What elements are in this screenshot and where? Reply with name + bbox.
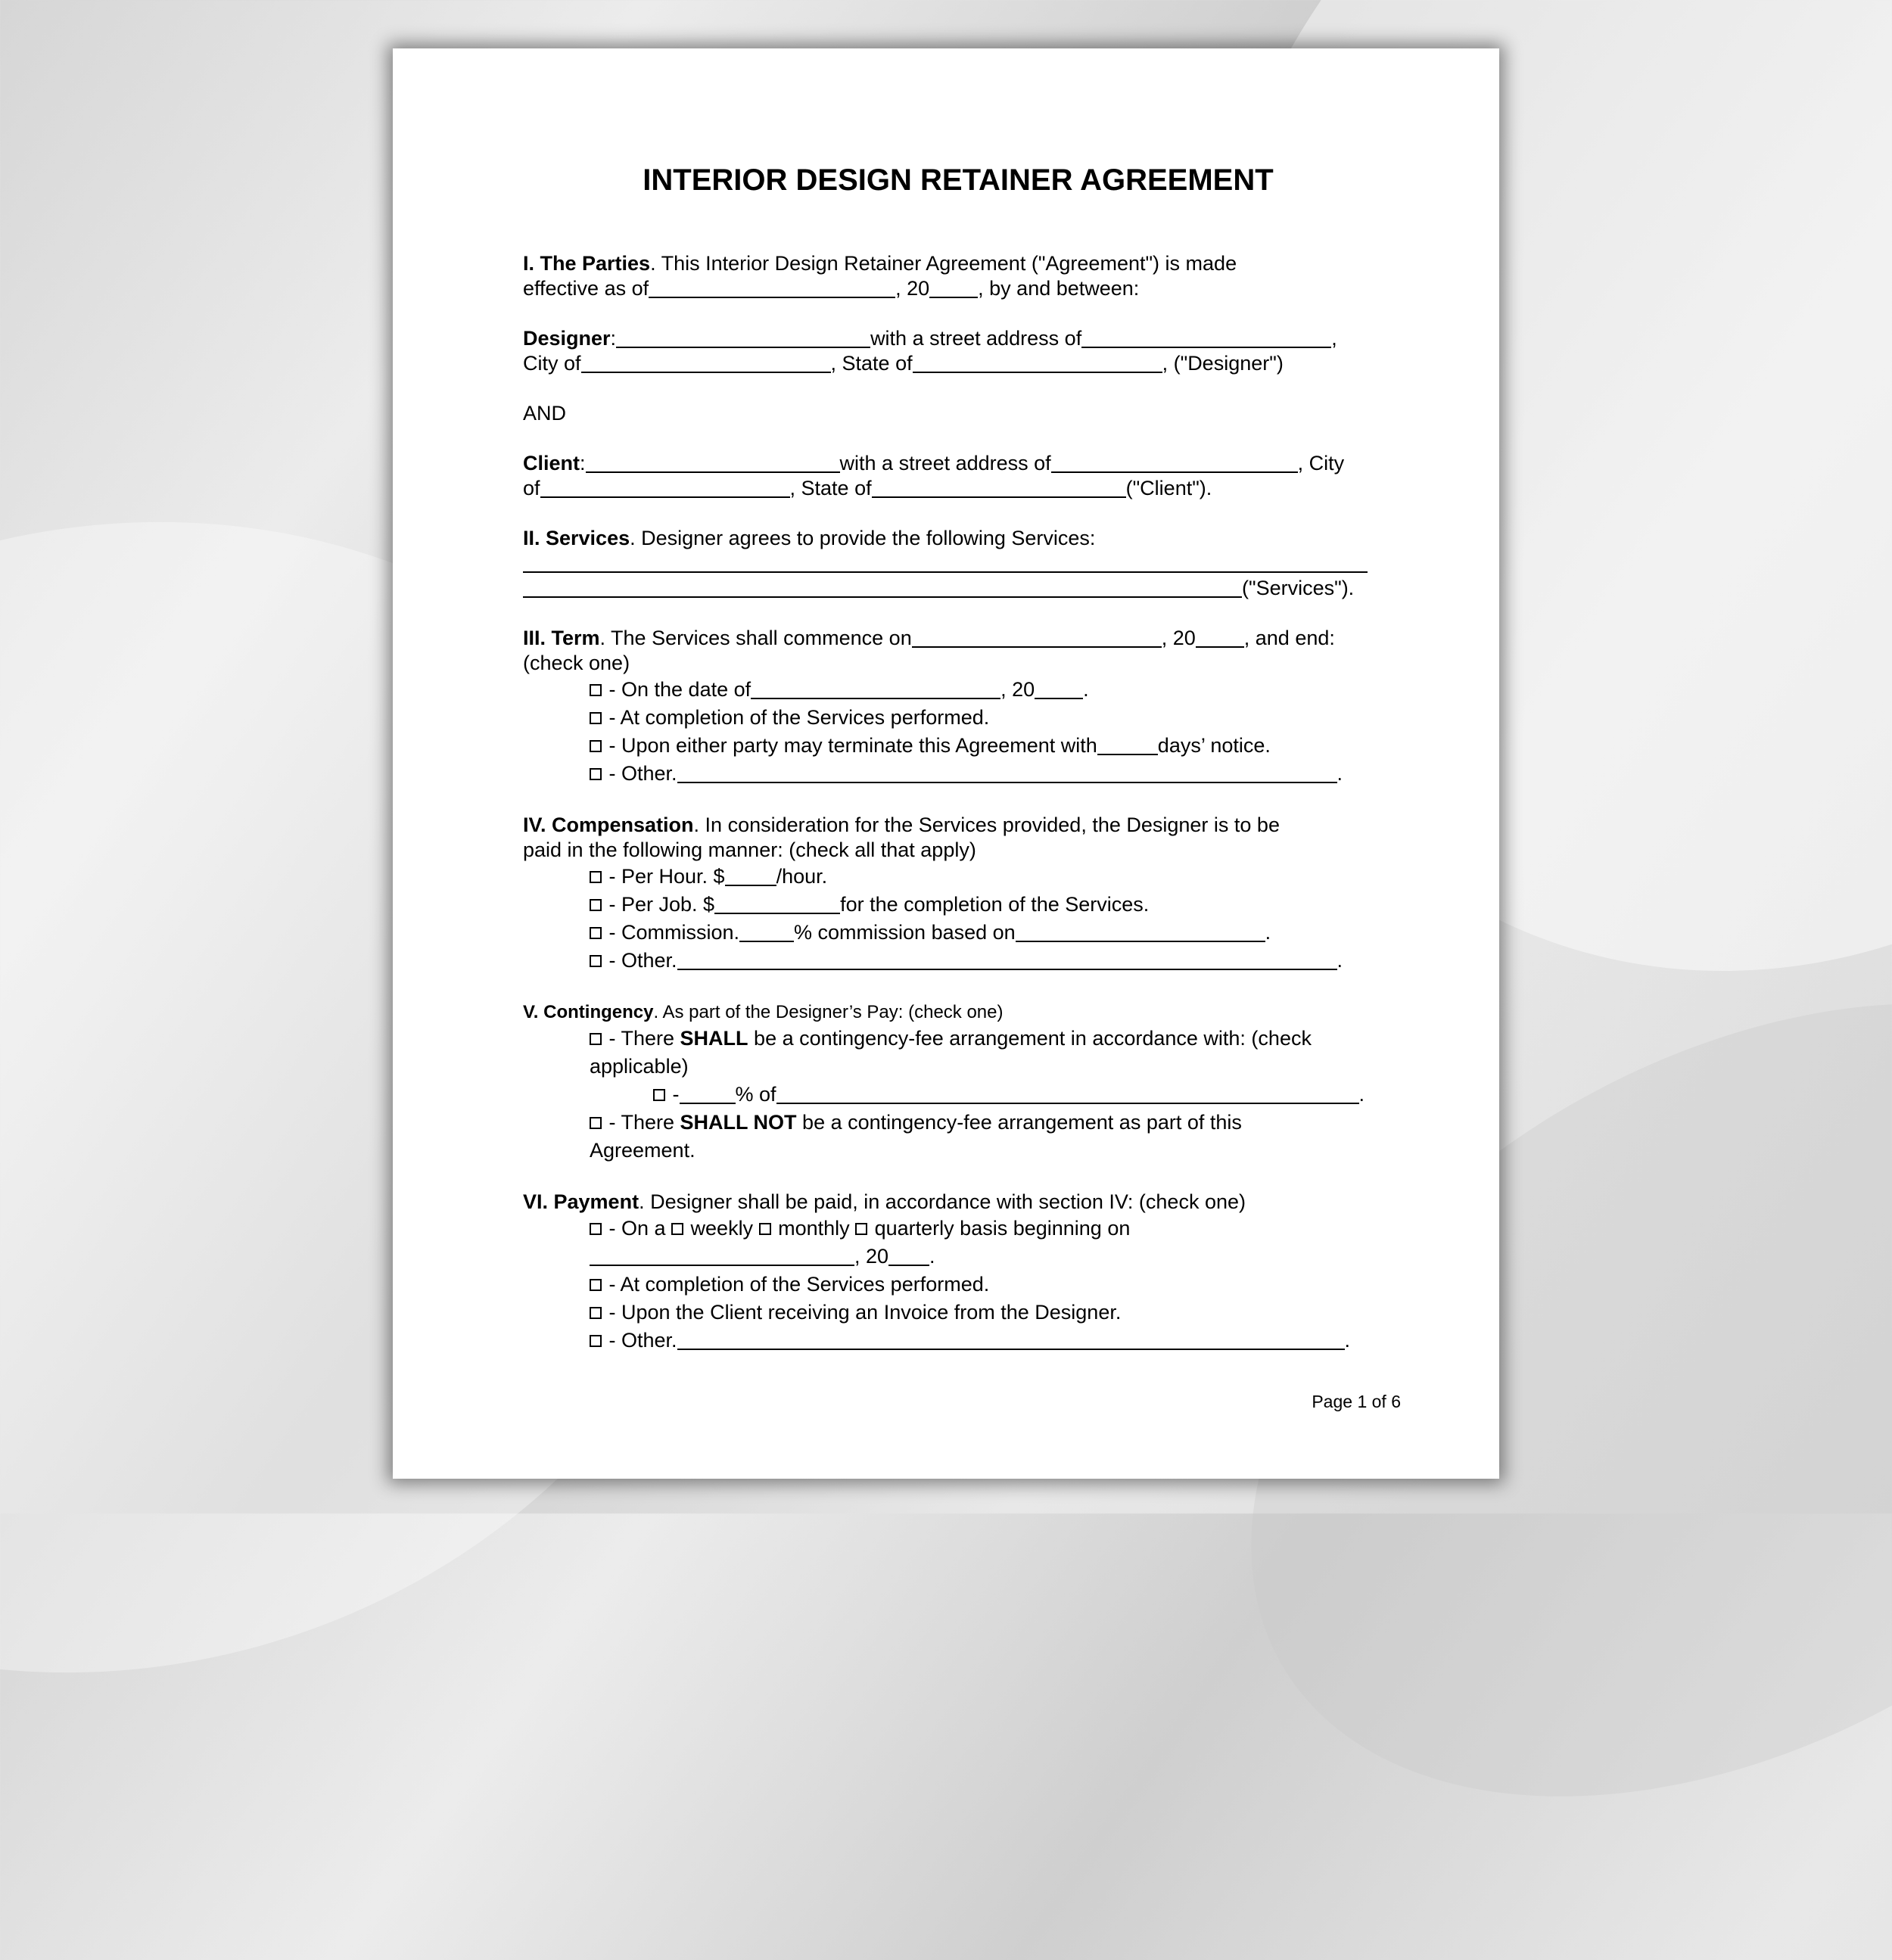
client-state-field[interactable] (872, 477, 1126, 498)
section-heading: V. Contingency (523, 1002, 654, 1022)
checkbox[interactable] (590, 1033, 602, 1045)
term-end-year-field[interactable] (1035, 678, 1083, 699)
payment-start-year-field[interactable] (888, 1245, 929, 1266)
section-heading: II. Services (523, 527, 630, 549)
section-heading: I. The Parties (523, 252, 651, 275)
text: - Other. (603, 1329, 677, 1352)
checkbox[interactable] (590, 684, 602, 696)
text: . (929, 1245, 935, 1268)
text: . Designer shall be paid, in accordance with section IV: (check one) (639, 1190, 1246, 1213)
text: . The Services shall commence on (599, 627, 912, 649)
text: , City (1297, 452, 1345, 474)
text: - There (603, 1027, 680, 1050)
checkbox[interactable] (590, 1117, 602, 1129)
payment-start-date-field[interactable] (590, 1245, 854, 1266)
text: weekly (685, 1217, 759, 1240)
designer-address-field[interactable] (1081, 327, 1331, 348)
text: , 20 (854, 1245, 889, 1268)
term-start-year-field[interactable] (1196, 627, 1244, 648)
section-heading: IV. Compensation (523, 814, 694, 836)
emphasis-text: SHALL (680, 1027, 748, 1050)
commission-percent-field[interactable] (739, 921, 794, 942)
text: paid in the following manner: (check all that apply) (523, 838, 976, 861)
text: days’ notice. (1157, 734, 1271, 757)
text: - Per Hour. $ (603, 865, 725, 888)
checkbox[interactable] (590, 1223, 602, 1235)
client-address-field[interactable] (1051, 452, 1298, 473)
checkbox[interactable] (590, 955, 602, 967)
payment-other-field[interactable] (677, 1329, 1345, 1350)
text: - On the date of (603, 678, 752, 701)
checkbox-quarterly[interactable] (855, 1223, 867, 1235)
checkbox[interactable] (590, 899, 602, 911)
text: (check one) (523, 652, 630, 674)
text: - Commission. (603, 921, 740, 944)
section-payment (523, 1190, 1393, 1355)
page-number: Page 1 of 6 (1312, 1392, 1401, 1411)
checkbox[interactable] (653, 1089, 665, 1101)
section-services (523, 526, 1393, 601)
hourly-rate-field[interactable] (725, 865, 776, 886)
term-end-date-field[interactable] (751, 678, 1000, 699)
text: AND (523, 402, 567, 425)
checkbox[interactable] (590, 768, 602, 780)
text: % of (735, 1083, 776, 1106)
section-parties (523, 251, 1393, 301)
text: for the completion of the Services. (840, 893, 1150, 916)
text: . (1083, 678, 1089, 701)
checkbox-weekly[interactable] (671, 1223, 683, 1235)
services-field-line-1[interactable] (523, 552, 1368, 573)
text: % commission based on (794, 921, 1016, 944)
text: . (1337, 949, 1343, 972)
checkbox[interactable] (590, 927, 602, 939)
text: , and end: (1243, 627, 1335, 649)
section-term (523, 626, 1393, 788)
text: . Designer agrees to provide the following Services: (630, 527, 1096, 549)
section-heading: VI. Payment (523, 1190, 639, 1213)
designer-block (523, 326, 1393, 376)
text: City of (523, 352, 581, 375)
designer-state-field[interactable] (913, 352, 1162, 373)
document-title: INTERIOR DESIGN RETAINER AGREEMENT (643, 163, 1274, 197)
checkbox[interactable] (590, 740, 602, 752)
section-heading: III. Term (523, 627, 600, 649)
text: monthly (772, 1217, 856, 1240)
text: , 20 (895, 277, 930, 300)
text: Agreement. (590, 1139, 695, 1162)
commission-basis-field[interactable] (1016, 921, 1265, 942)
text: - At completion of the Services performed. (603, 1273, 990, 1296)
text: - (667, 1083, 680, 1106)
text: . (1358, 1083, 1365, 1106)
text: with a street address of (870, 327, 1082, 350)
text: of (523, 477, 540, 499)
designer-name-field[interactable] (616, 327, 870, 348)
text: - On a (603, 1217, 672, 1240)
client-name-field[interactable] (586, 452, 840, 473)
effective-year-field[interactable] (929, 277, 978, 298)
contingency-percent-field[interactable] (680, 1083, 736, 1104)
text: - Other. (603, 949, 677, 972)
text: - Per Job. $ (603, 893, 715, 916)
text: effective as of (523, 277, 649, 300)
text: be a contingency-fee arrangement as part of this (796, 1111, 1242, 1134)
text: - There (603, 1111, 680, 1134)
text: /hour. (776, 865, 828, 888)
text: - At completion of the Services performed. (603, 706, 990, 729)
section-contingency (523, 1000, 1393, 1165)
compensation-other-field[interactable] (677, 949, 1337, 970)
text: . (1344, 1329, 1351, 1352)
text: . In consideration for the Services provided, the Designer is to be (693, 814, 1280, 836)
text: - Upon the Client receiving an Invoice from the Designer. (603, 1301, 1122, 1324)
text: quarterly basis beginning on (869, 1217, 1131, 1240)
document-page (393, 48, 1499, 1479)
text: . As part of the Designer’s Pay: (check one) (653, 1002, 1004, 1022)
text: , 20 (1000, 678, 1035, 701)
services-field-line-2[interactable] (523, 577, 1242, 598)
designer-label: Designer (523, 327, 611, 350)
checkbox-monthly[interactable] (759, 1223, 771, 1235)
designer-city-field[interactable] (581, 352, 831, 373)
term-start-date-field[interactable] (912, 627, 1162, 648)
text: : (610, 327, 617, 350)
and-text (523, 401, 1393, 426)
text: , ("Designer") (1162, 352, 1284, 375)
emphasis-text: SHALL NOT (680, 1111, 797, 1134)
text: . (1265, 921, 1271, 944)
checkbox[interactable] (590, 1335, 602, 1347)
checkbox[interactable] (590, 871, 602, 883)
checkbox[interactable] (590, 1307, 602, 1319)
section-compensation (523, 813, 1393, 975)
contingency-basis-field[interactable] (776, 1083, 1359, 1104)
text: : (580, 452, 586, 474)
term-other-field[interactable] (677, 762, 1337, 783)
client-block (523, 451, 1393, 501)
text: applicable) (590, 1055, 689, 1078)
text: , 20 (1161, 627, 1196, 649)
job-price-field[interactable] (714, 893, 840, 914)
text: with a street address of (839, 452, 1051, 474)
notice-days-field[interactable] (1097, 734, 1158, 755)
client-label: Client (523, 452, 580, 474)
checkbox[interactable] (590, 1279, 602, 1291)
text: , (1331, 327, 1337, 350)
document-content (523, 162, 1393, 1380)
client-city-field[interactable] (540, 477, 790, 498)
effective-date-field[interactable] (649, 277, 895, 298)
text: - Upon either party may terminate this Agreement with (603, 734, 1097, 757)
text: ("Client"). (1125, 477, 1212, 499)
text: , State of (830, 352, 913, 375)
text: , State of (789, 477, 872, 499)
text: . This Interior Design Retainer Agreement ("Agreement") is made (650, 252, 1237, 275)
text: - Other. (603, 762, 677, 785)
text: ("Services"). (1242, 577, 1355, 599)
text: , by and between: (978, 277, 1140, 300)
text: be a contingency-fee arrangement in accordance with: (check (748, 1027, 1312, 1050)
text: . (1337, 762, 1343, 785)
checkbox[interactable] (590, 712, 602, 724)
